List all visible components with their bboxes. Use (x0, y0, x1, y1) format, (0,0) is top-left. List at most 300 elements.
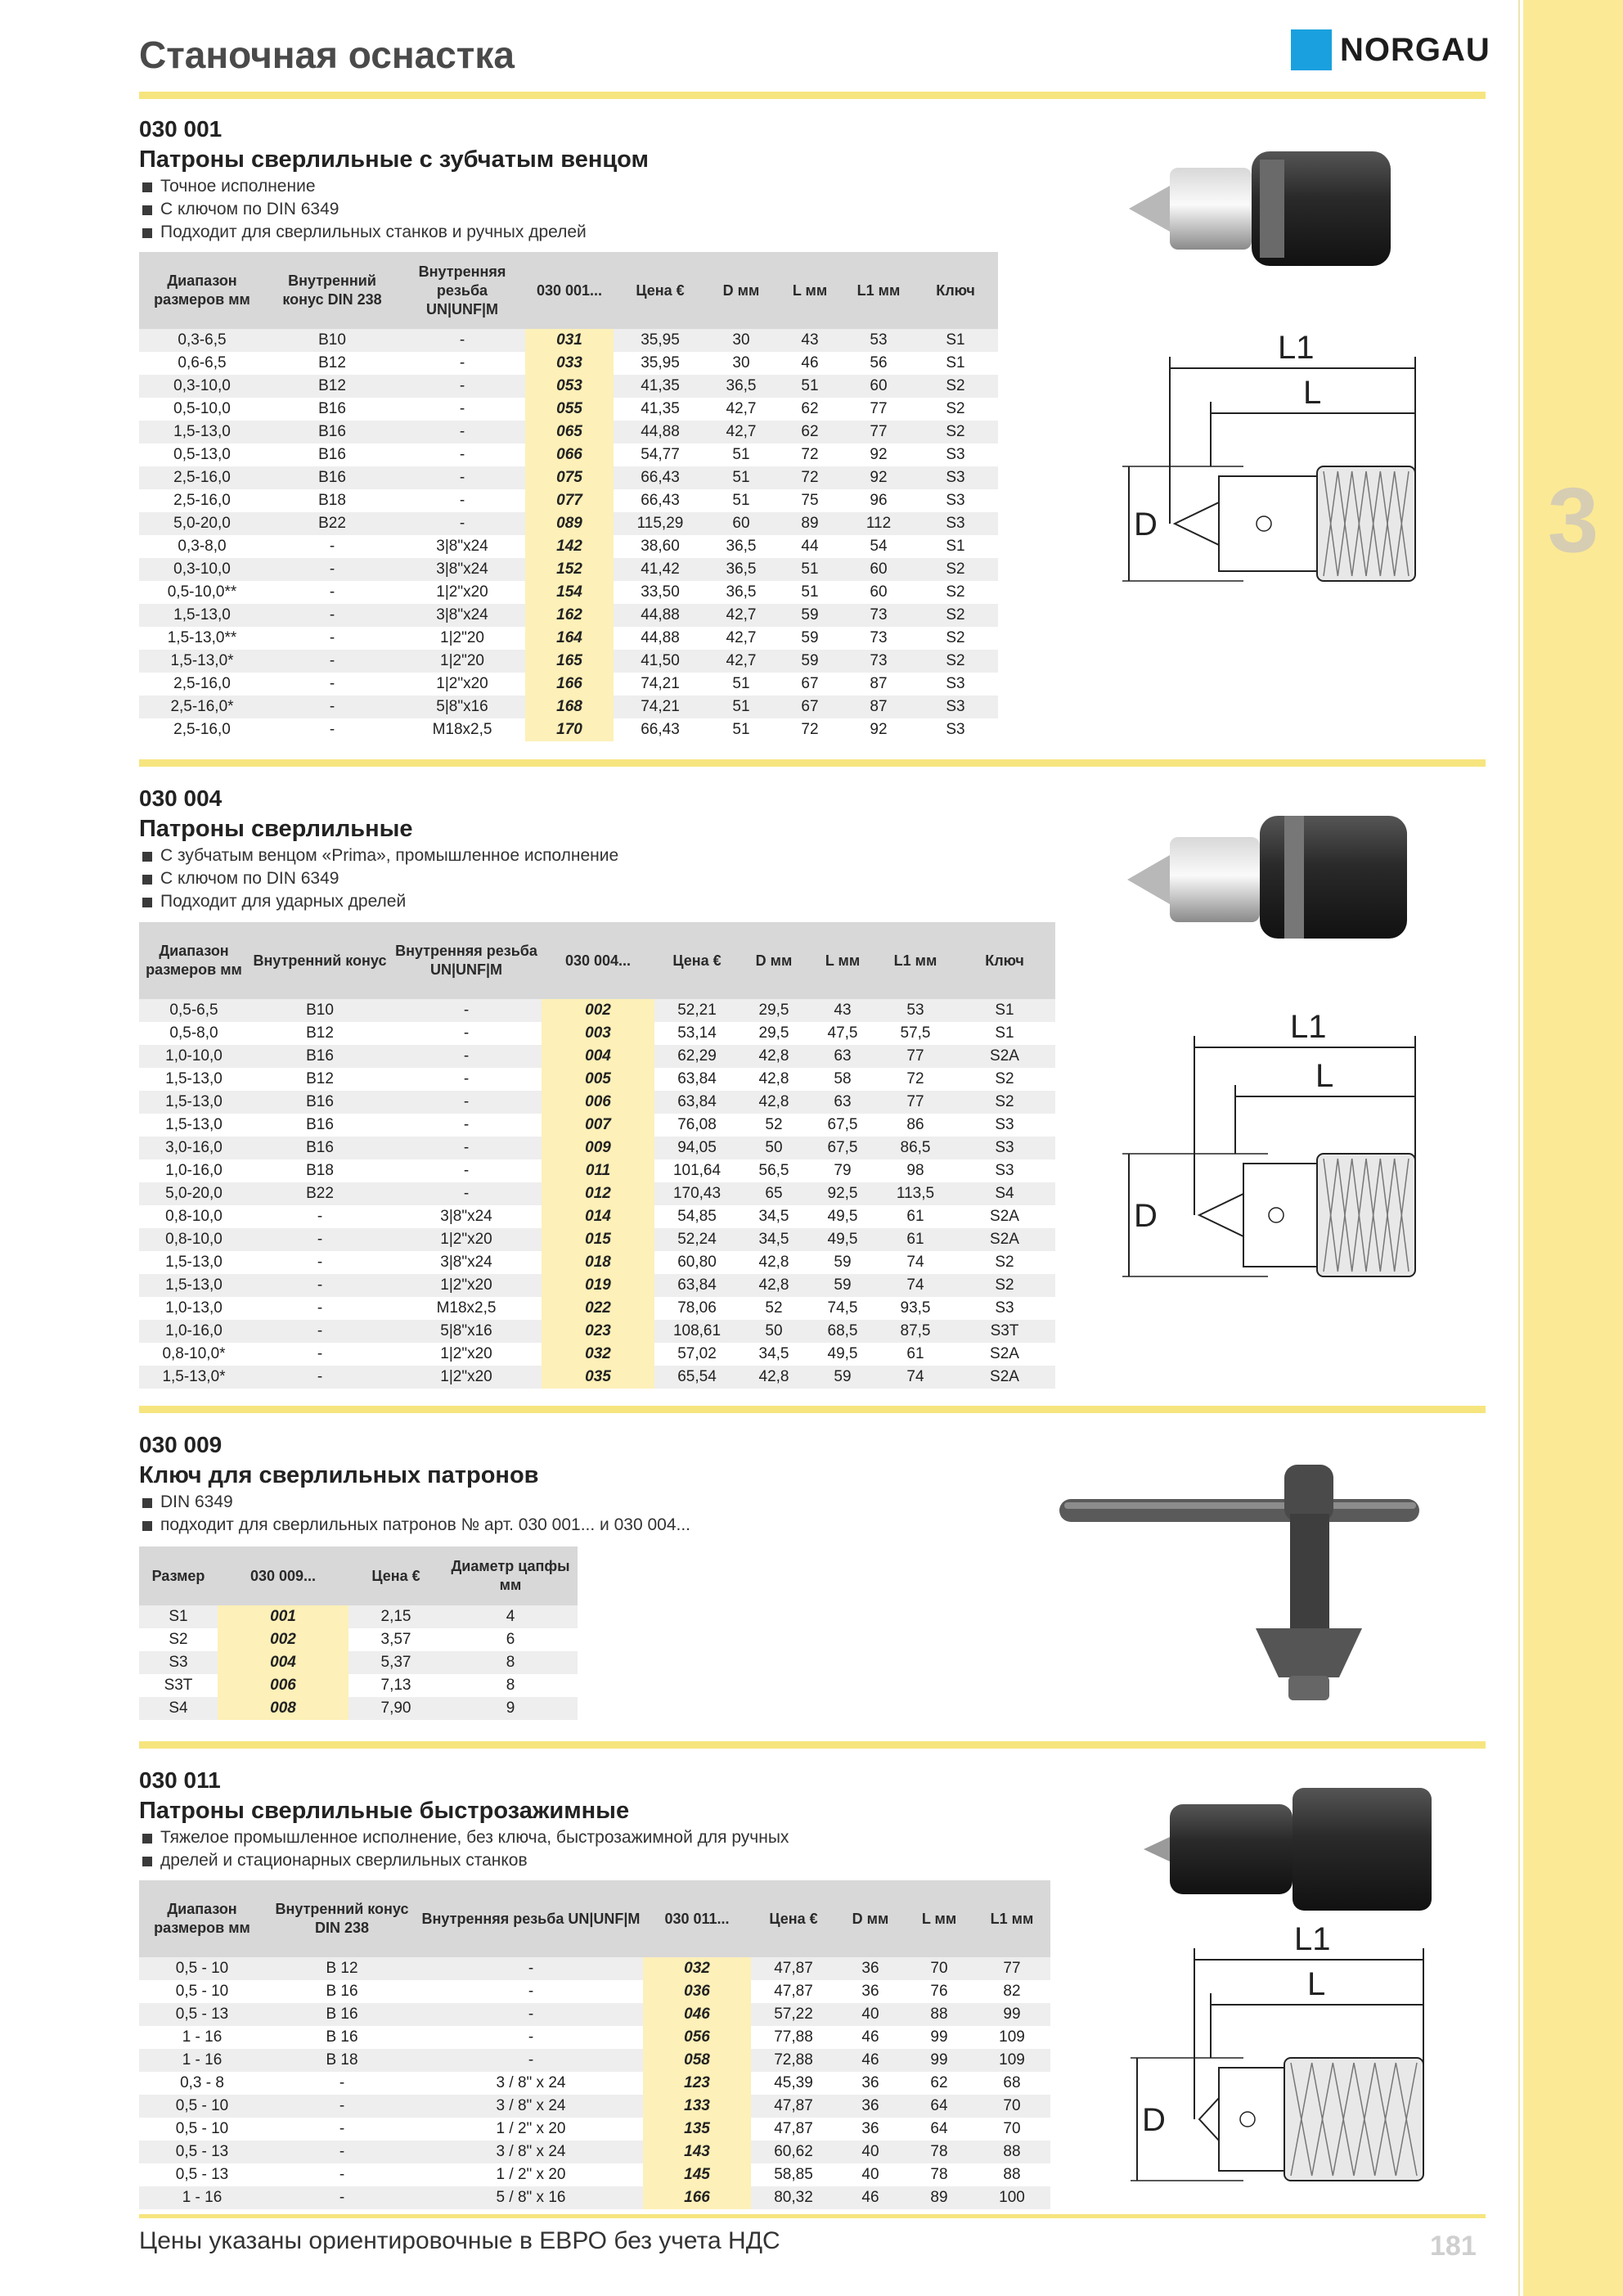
table-cell: 61 (877, 1228, 954, 1251)
table-cell: 1|2"x20 (391, 1366, 542, 1389)
drill-chuck-photo (1121, 127, 1432, 290)
logo-square-icon (1291, 29, 1332, 70)
table-cell: 1,5-13,0 (139, 1274, 249, 1297)
l1-label: L1 (1294, 1921, 1331, 1957)
table-cell: 75 (801, 492, 819, 509)
table-row (139, 2141, 1050, 2163)
table-cell: - (329, 721, 335, 738)
table-cell: 78,06 (677, 1299, 717, 1317)
table-cell: 33,50 (641, 583, 680, 601)
table-row (139, 1091, 1055, 1114)
column-header: Диаметр цапфы мм (443, 1546, 578, 1605)
table-cell: 1|2"x20 (440, 1345, 492, 1362)
section-code: 030 009 (139, 1432, 223, 1457)
table-cell: 0,8-10,0 (139, 1228, 249, 1251)
table-cell: 77 (844, 421, 913, 443)
table-cell: 54,77 (641, 446, 680, 463)
table-cell: 88 (973, 2141, 1050, 2163)
section-030-009 (139, 1430, 690, 1537)
table-row (139, 1343, 1055, 1366)
article-code-cell: 166 (643, 2186, 751, 2209)
table-cell: 99 (973, 2003, 1050, 2026)
table-cell: M18x2,5 (436, 1299, 497, 1317)
table-cell: 1|2"x20 (391, 1228, 542, 1251)
table-cell: B16 (306, 1116, 334, 1133)
table-cell: S2 (954, 1274, 1055, 1297)
table-cell: 60 (707, 512, 776, 535)
table-cell: - (419, 1957, 643, 1980)
table-cell: 1,5-13,0 (165, 1254, 223, 1271)
l-label: L (1307, 1966, 1326, 2002)
article-code-cell: 165 (525, 650, 614, 673)
table-cell: 1,0-16,0 (139, 1320, 249, 1343)
knurled-sleeve (1317, 466, 1415, 581)
article-code-cell: 007 (542, 1114, 654, 1137)
table-cell: S2 (995, 1070, 1014, 1087)
table-cell: 74 (877, 1274, 954, 1297)
table-cell: 63,84 (654, 1274, 740, 1297)
table-cell: S4 (139, 1697, 218, 1720)
table-cell: - (339, 2120, 345, 2137)
table-cell: - (391, 1045, 542, 1068)
table-cell: - (399, 421, 525, 443)
page-title: Станочная оснастка (139, 34, 515, 76)
table-cell: 9 (443, 1697, 578, 1720)
table-cell: 4 (443, 1605, 578, 1628)
table-row (139, 627, 998, 650)
table-cell: S2A (954, 1366, 1055, 1389)
table-cell: - (463, 1024, 470, 1042)
table-cell: 50 (740, 1320, 808, 1343)
table-row (139, 999, 1055, 1022)
column-header: 030 004... (542, 922, 654, 999)
table-cell: 56,5 (758, 1162, 789, 1179)
table-cell: 92,5 (808, 1182, 877, 1205)
table-cell: 77 (870, 400, 888, 417)
table-cell: - (329, 675, 335, 692)
table-cell: 0,3-10,0 (139, 375, 265, 398)
feature-list (139, 1826, 789, 1872)
table-cell: B22 (265, 512, 399, 535)
table-cell: 57,5 (900, 1024, 931, 1042)
table-cell: 0,5-10,0** (167, 583, 237, 601)
table-cell: 0,5 - 10 (139, 2095, 265, 2118)
table-row (139, 1628, 578, 1651)
table-row (139, 466, 998, 489)
table-cell: 0,3 - 8 (180, 2074, 224, 2091)
table-cell: 60 (870, 583, 888, 601)
column-header: Цена € (614, 252, 707, 329)
table-cell: 43 (808, 999, 877, 1022)
table-cell: 99 (905, 2049, 973, 2072)
table-cell: 1|2"20 (440, 629, 484, 646)
table-cell: 108,61 (654, 1320, 740, 1343)
table-row (139, 1228, 1055, 1251)
table-cell: - (399, 466, 525, 489)
sidebar-divider (1518, 0, 1520, 2296)
article-code-cell: 123 (643, 2072, 751, 2095)
table-cell: - (419, 2049, 643, 2072)
dimension-drawing (1113, 319, 1440, 597)
table-cell: 0,5 - 13 (175, 2166, 229, 2183)
table-cell: 63,84 (677, 1070, 717, 1087)
table-row (139, 1182, 1055, 1205)
feature-item: дрелей и стационарных сверлильных станков (139, 1849, 789, 1872)
table-cell: 77 (877, 1091, 954, 1114)
table-cell: 53 (877, 999, 954, 1022)
table-cell: 3 / 8" x 24 (419, 2141, 643, 2163)
table-cell: 1 / 2" x 20 (496, 2166, 566, 2183)
divider-line (139, 759, 1486, 767)
chapter-number: 3 (1547, 469, 1599, 571)
table-cell: 59 (776, 650, 844, 673)
table-cell: 77 (973, 1957, 1050, 1980)
table-cell: 72,88 (751, 2049, 836, 2072)
article-code-cell: 008 (218, 1697, 348, 1720)
table-cell: 70 (973, 2095, 1050, 2118)
article-code-cell: 170 (525, 718, 614, 741)
table-cell: 86,5 (877, 1137, 954, 1159)
table-row (139, 2118, 1050, 2141)
table-cell: 49,5 (808, 1228, 877, 1251)
table-cell: 41,35 (641, 400, 680, 417)
table-cell: 52 (765, 1299, 783, 1317)
article-code-cell: 135 (643, 2118, 751, 2141)
table-cell: 1 / 2" x 20 (496, 2120, 566, 2137)
table-cell: B16 (249, 1137, 391, 1159)
section-code: 030 011 (139, 1767, 221, 1793)
table-row (139, 1297, 1055, 1320)
table-cell: 5,37 (348, 1651, 443, 1674)
table-cell: 41,50 (614, 650, 707, 673)
table-cell: 0,5-13,0 (173, 446, 231, 463)
table-cell: 42,8 (758, 1254, 789, 1271)
table-cell: B16 (318, 400, 346, 417)
table-cell: 93,5 (900, 1299, 931, 1317)
table-cell: 53 (844, 329, 913, 352)
table-cell: B12 (306, 1024, 334, 1042)
table-cell: 1,5-13,0 (139, 1091, 249, 1114)
table-row (139, 535, 998, 558)
table-cell: 41,42 (614, 558, 707, 581)
table-row (139, 1320, 1055, 1343)
table-cell: 44,88 (641, 629, 680, 646)
table-cell: 62,29 (654, 1045, 740, 1068)
table-cell: 34,5 (740, 1228, 808, 1251)
table-cell: 92 (870, 721, 888, 738)
table-row (139, 1159, 1055, 1182)
table-cell: 44 (801, 538, 819, 555)
column-header: Диапазон размеров мм (139, 252, 265, 329)
table-cell: 74 (906, 1254, 924, 1271)
table-cell: 44,88 (614, 421, 707, 443)
table-cell: S2A (990, 1208, 1019, 1225)
article-code-cell: 075 (525, 466, 614, 489)
table-cell: - (265, 604, 399, 627)
article-code-cell: 142 (525, 535, 614, 558)
article-code-cell: 022 (542, 1297, 654, 1320)
column-header: L мм (808, 922, 877, 999)
table-cell: 61 (906, 1208, 924, 1225)
table-cell: S2 (913, 421, 998, 443)
table-cell: - (317, 1208, 323, 1225)
table-cell: 72 (801, 446, 819, 463)
body-outline (1219, 476, 1317, 571)
article-code-cell: 143 (643, 2141, 751, 2163)
table-row (139, 1205, 1055, 1228)
table-cell: B 18 (265, 2049, 419, 2072)
article-code-cell: 023 (542, 1320, 654, 1343)
table-cell: 42,8 (740, 1274, 808, 1297)
table-cell: S3 (954, 1137, 1055, 1159)
table-cell: 96 (870, 492, 888, 509)
table-cell: S2A (954, 1228, 1055, 1251)
column-header: Цена € (348, 1546, 443, 1605)
article-code-cell: 168 (525, 696, 614, 718)
section-title: Патроны сверлильные (139, 816, 413, 842)
table-cell: 67,5 (808, 1137, 877, 1159)
table-cell: 1 - 16 (139, 2186, 265, 2209)
article-code-cell: 089 (525, 512, 614, 535)
table-cell: 60,80 (677, 1254, 717, 1271)
table-row (139, 1697, 578, 1720)
table-cell: - (265, 2095, 419, 2118)
table-cell: S3 (913, 696, 998, 718)
table-cell: 59 (808, 1366, 877, 1389)
table-cell: 74,21 (641, 675, 680, 692)
table-cell: B12 (318, 354, 346, 371)
table-cell: 73 (844, 604, 913, 627)
column-header: Внутренняя резьба UN|UNF|M (419, 1880, 643, 1957)
table-cell: B12 (306, 1070, 334, 1087)
table-cell: 2,5-16,0 (173, 675, 231, 692)
table-cell: S2 (913, 558, 998, 581)
table-cell: - (391, 1137, 542, 1159)
table-cell: 46 (836, 2049, 905, 2072)
table-cell: - (459, 400, 465, 417)
table-cell: 44,88 (614, 604, 707, 627)
table-cell: 72 (776, 466, 844, 489)
table-cell: 67 (801, 675, 819, 692)
dimension-drawing (1121, 1919, 1448, 2197)
article-code-cell: 058 (643, 2049, 751, 2072)
table-cell: 0,5 - 13 (139, 2141, 265, 2163)
article-code-cell: 006 (218, 1674, 348, 1697)
table-row (139, 375, 998, 398)
table-cell: 2,5-16,0 (173, 721, 231, 738)
table-cell: 73 (870, 629, 888, 646)
brand-name: NORGAU (1340, 31, 1490, 68)
table-cell: S3 (946, 721, 965, 738)
article-code-cell: 133 (643, 2095, 751, 2118)
table-cell: 8 (506, 1677, 515, 1694)
table-cell: 0,3-8,0 (178, 538, 227, 555)
table-row (139, 352, 998, 375)
table-cell: 65 (740, 1182, 808, 1205)
column-header: D мм (707, 252, 776, 329)
table-cell: S3 (139, 1651, 218, 1674)
table-cell: 42,7 (707, 604, 776, 627)
table-cell: 36 (836, 1957, 905, 1980)
table-cell: 51 (732, 492, 750, 509)
article-code-cell: 055 (525, 398, 614, 421)
column-header: Цена € (751, 1880, 836, 1957)
table-cell: S2 (946, 583, 965, 601)
table-cell: B 16 (326, 2028, 358, 2046)
table-row (139, 718, 998, 741)
table-cell: S3T (164, 1677, 193, 1694)
brand-logo (1291, 29, 1490, 70)
table-cell: - (317, 1254, 323, 1271)
table-cell: 87 (844, 696, 913, 718)
table-cell: 98 (906, 1162, 924, 1179)
table-row (139, 1980, 1050, 2003)
table-cell: 0,5 - 10 (175, 1983, 229, 2000)
table-cell: S2 (946, 629, 965, 646)
table-row (139, 2095, 1050, 2118)
column-header: D мм (740, 922, 808, 999)
table-cell: 109 (973, 2049, 1050, 2072)
table-cell: 29,5 (740, 999, 808, 1022)
table-cell: 51 (776, 375, 844, 398)
table-cell: 53,14 (677, 1024, 717, 1042)
table-cell: 5|8"x16 (399, 696, 525, 718)
table-row (139, 1674, 578, 1697)
table-cell: 40 (836, 2003, 905, 2026)
table-cell: 82 (1003, 1983, 1021, 2000)
table-cell: 64 (930, 2120, 948, 2137)
table-cell: 64 (905, 2095, 973, 2118)
column-header: Ключ (913, 252, 998, 329)
section-title: Патроны сверлильные с зубчатым венцом (139, 146, 649, 173)
table-cell: 73 (844, 650, 913, 673)
article-code-cell: 018 (542, 1251, 654, 1274)
article-code-cell: 077 (525, 489, 614, 512)
table-cell: 51 (707, 466, 776, 489)
table-cell: 51 (776, 558, 844, 581)
table-cell: 0,6-6,5 (178, 354, 227, 371)
table-cell: 62 (930, 2074, 948, 2091)
article-code-cell: 053 (525, 375, 614, 398)
table-030-004 (139, 922, 1055, 1389)
table-cell: B 16 (265, 2003, 419, 2026)
column-header: D мм (836, 1880, 905, 1957)
table-row (139, 673, 998, 696)
table-cell: - (463, 1116, 470, 1133)
table-cell: 36 (861, 1983, 879, 2000)
page-number: 181 (1430, 2231, 1477, 2262)
table-cell: 40 (861, 2166, 879, 2183)
table-cell: 77 (877, 1045, 954, 1068)
column-header: Внутренняя резьба UN|UNF|M (399, 252, 525, 329)
table-cell: 30 (707, 329, 776, 352)
table-row (139, 2163, 1050, 2186)
table-cell: 46 (801, 354, 819, 371)
table-cell: 87,5 (877, 1320, 954, 1343)
divider-line (139, 2214, 1486, 2218)
table-cell: 47,87 (751, 1957, 836, 1980)
table-cell: 1 - 16 (139, 2049, 265, 2072)
table-cell: 49,5 (827, 1345, 858, 1362)
table-cell: 89 (776, 512, 844, 535)
table-cell: 58 (834, 1070, 852, 1087)
table-cell: 1,5-13,0 (165, 1070, 223, 1087)
feature-item: Точное исполнение (139, 175, 649, 198)
table-cell: 62 (776, 421, 844, 443)
table-cell: 40 (836, 2141, 905, 2163)
divider-line (139, 92, 1486, 99)
table-cell: - (463, 1162, 470, 1179)
table-cell: 3|8"x24 (399, 558, 525, 581)
table-cell: S2A (954, 1045, 1055, 1068)
table-cell: - (329, 583, 335, 601)
table-header-row (139, 922, 1055, 999)
article-code-cell: 032 (542, 1343, 654, 1366)
table-cell: B16 (249, 1091, 391, 1114)
table-cell: S1 (913, 329, 998, 352)
column-header: L мм (776, 252, 844, 329)
table-cell: 36,5 (726, 538, 757, 555)
table-row (139, 581, 998, 604)
article-code-cell: 046 (643, 2003, 751, 2026)
knurled-sleeve (1284, 2058, 1423, 2181)
table-cell: - (265, 650, 399, 673)
table-cell: 47,87 (774, 2120, 813, 2137)
jaws-outline (1175, 502, 1219, 545)
table-cell: 59 (776, 604, 844, 627)
table-cell: 42,7 (707, 421, 776, 443)
table-cell: 57,02 (677, 1345, 717, 1362)
column-header: Диапазон размеров мм (139, 922, 249, 999)
article-code-cell: 015 (542, 1228, 654, 1251)
column-header: L1 мм (973, 1880, 1050, 1957)
column-header: Ключ (954, 922, 1055, 999)
table-cell: S4 (954, 1182, 1055, 1205)
table-cell: S2 (913, 650, 998, 673)
table-cell: 36,5 (726, 583, 757, 601)
table-cell: S3 (913, 512, 998, 535)
table-cell: 56 (870, 354, 888, 371)
table-row (139, 1251, 1055, 1274)
table-cell: S3 (946, 446, 965, 463)
table-row (139, 1605, 578, 1628)
table-cell: 3|8"x24 (440, 1208, 492, 1225)
table-cell: - (249, 1228, 391, 1251)
table-cell: 8 (443, 1651, 578, 1674)
feature-list (139, 1491, 690, 1537)
table-cell: - (419, 2003, 643, 2026)
table-cell: 51 (732, 675, 750, 692)
table-cell: 35,95 (614, 329, 707, 352)
table-cell: 5|8"x16 (391, 1320, 542, 1343)
table-cell: 88 (1003, 2166, 1021, 2183)
article-code-cell: 002 (218, 1628, 348, 1651)
article-code-cell: 035 (542, 1366, 654, 1389)
article-code-cell: 012 (542, 1182, 654, 1205)
article-code-cell: 032 (643, 1957, 751, 1980)
table-cell: 63 (808, 1091, 877, 1114)
table-cell: B 16 (326, 1983, 358, 2000)
table-cell: 74 (877, 1366, 954, 1389)
table-cell: 51 (732, 721, 750, 738)
table-cell: S2A (990, 1345, 1019, 1362)
table-row (139, 604, 998, 627)
table-cell: 34,5 (758, 1345, 789, 1362)
table-cell: - (391, 999, 542, 1022)
jaws-outline (1199, 1194, 1243, 1236)
table-cell: 92 (844, 466, 913, 489)
section-code: 030 001 (139, 116, 223, 142)
